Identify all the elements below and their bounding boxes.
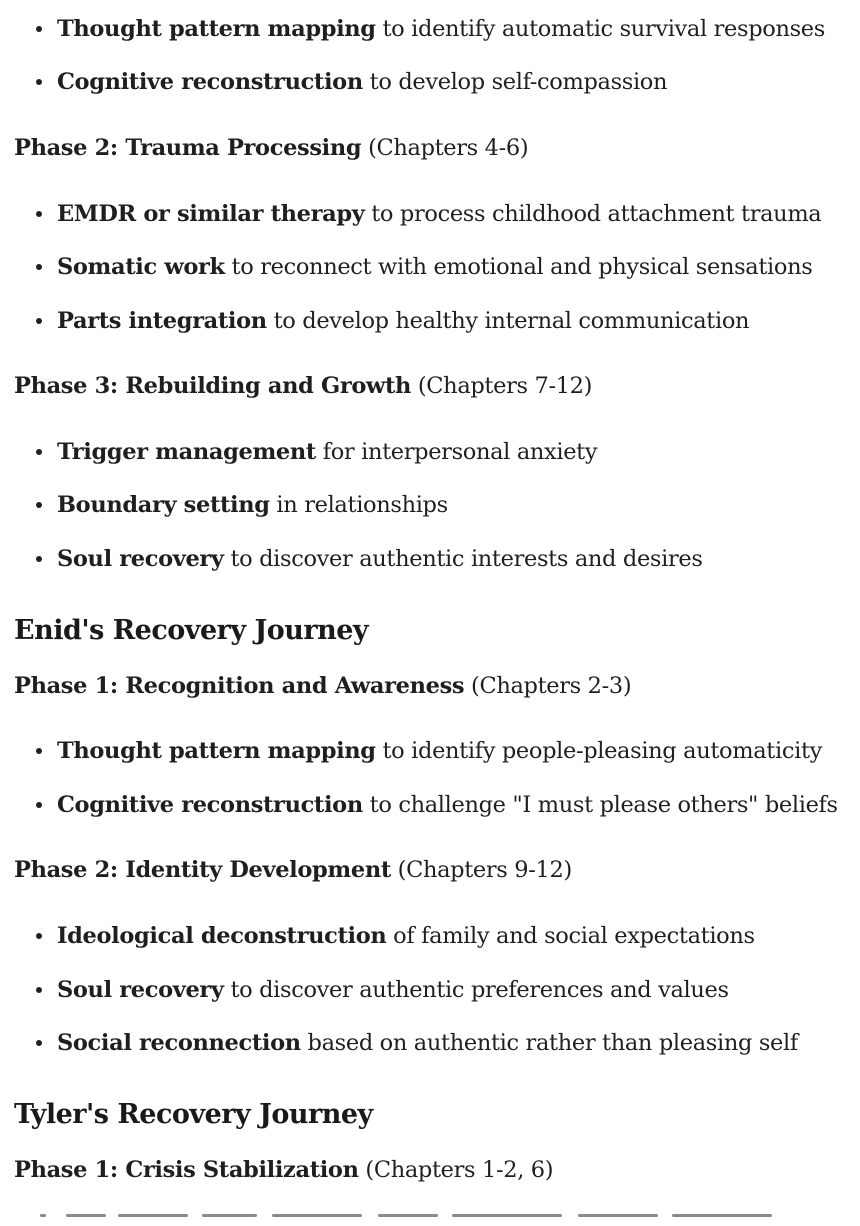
- item-term: Boundary setting: [57, 492, 270, 518]
- item-description: to develop healthy internal communication: [266, 308, 750, 334]
- phase-title: Phase 1: Recognition and Awareness: [14, 673, 465, 699]
- list-item: [36, 921, 755, 951]
- phase-heading: [14, 671, 631, 701]
- list-item: [36, 975, 729, 1005]
- bullet-icon: [36, 79, 42, 85]
- item-description: to develop self-compassion: [362, 69, 668, 95]
- bullet-icon: [36, 211, 42, 217]
- phase-title: Phase 2: Identity Development: [14, 857, 391, 883]
- phase-chapters: (Chapters 9-12): [390, 857, 572, 883]
- item-term: Trigger management: [57, 439, 316, 465]
- bullet-icon: [36, 748, 42, 754]
- bullet-icon: [36, 1040, 42, 1046]
- item-term: Soul recovery: [57, 977, 224, 1003]
- bullet-icon: [36, 502, 42, 508]
- item-description: to reconnect with emotional and physical sensations: [224, 254, 813, 280]
- phase-chapters: (Chapters 4-6): [361, 135, 529, 161]
- phase-heading: [14, 133, 528, 163]
- item-term: Social reconnection: [57, 1030, 301, 1056]
- bullet-icon: [36, 987, 42, 993]
- list-item: [36, 14, 825, 44]
- bullet-icon: [36, 556, 42, 562]
- bullet-icon: [36, 264, 42, 270]
- item-term: Somatic work: [57, 254, 225, 280]
- item-term: Soul recovery: [57, 546, 224, 572]
- item-description: in relationships: [269, 492, 448, 518]
- item-term: EMDR or similar therapy: [57, 201, 365, 227]
- bullet-icon: [36, 318, 42, 324]
- list-item: [36, 790, 838, 820]
- phase-chapters: (Chapters 2-3): [464, 673, 632, 699]
- list-item: [36, 736, 822, 766]
- clipped-text-line: [22, 1214, 782, 1226]
- list-item: [36, 67, 667, 97]
- list-item: [36, 199, 821, 229]
- bullet-icon: [40, 1214, 46, 1217]
- list-item: [36, 437, 597, 467]
- phase-heading: [14, 1155, 553, 1185]
- list-item: [36, 490, 448, 520]
- phase-heading: [14, 855, 572, 885]
- item-term: Parts integration: [57, 308, 267, 334]
- item-description: to process childhood attachment trauma: [364, 201, 822, 227]
- journey-heading: Enid's Recovery Journey: [14, 615, 369, 646]
- phase-title: Phase 1: Crisis Stabilization: [14, 1157, 359, 1183]
- phase-chapters: (Chapters 7-12): [411, 373, 593, 399]
- item-description: to identify people-pleasing automaticity: [375, 738, 822, 764]
- bullet-icon: [36, 933, 42, 939]
- item-description: based on authentic rather than pleasing self: [300, 1030, 798, 1056]
- item-description: to challenge "I must please others" beliefs: [362, 792, 838, 818]
- phase-chapters: (Chapters 1-2, 6): [358, 1157, 554, 1183]
- phase-title: Phase 2: Trauma Processing: [14, 135, 362, 161]
- item-term: Ideological deconstruction: [57, 923, 387, 949]
- bullet-icon: [36, 802, 42, 808]
- item-term: Thought pattern mapping: [57, 16, 376, 42]
- list-item: [36, 544, 703, 574]
- journey-heading: Tyler's Recovery Journey: [14, 1099, 373, 1130]
- item-description: to discover authentic preferences and values: [223, 977, 729, 1003]
- phase-heading: [14, 371, 592, 401]
- list-item: [36, 306, 749, 336]
- item-term: Cognitive reconstruction: [57, 69, 363, 95]
- phase-title: Phase 3: Rebuilding and Growth: [14, 373, 412, 399]
- item-description: to discover authentic interests and desires: [223, 546, 703, 572]
- bullet-icon: [36, 26, 42, 32]
- item-description: for interpersonal anxiety: [315, 439, 598, 465]
- list-item: [36, 252, 812, 282]
- bullet-icon: [36, 449, 42, 455]
- list-item: [36, 1028, 798, 1058]
- item-term: Thought pattern mapping: [57, 738, 376, 764]
- item-description: to identify automatic survival responses: [375, 16, 825, 42]
- item-description: of family and social expectations: [386, 923, 755, 949]
- item-term: Cognitive reconstruction: [57, 792, 363, 818]
